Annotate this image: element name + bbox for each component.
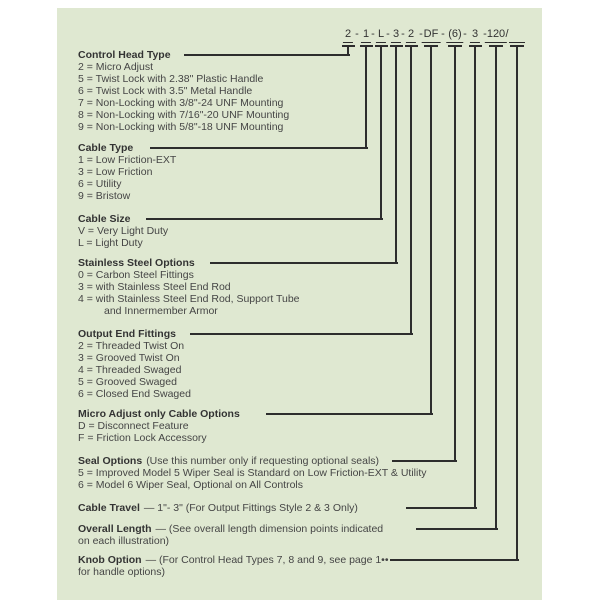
option-item: 6 = Model 6 Wiper Seal, Optional on All Controls [78,479,303,491]
section-cable-size [78,213,168,249]
section-heading-note: — (See overall length dimension points indicated [155,523,384,535]
part-number-segment: 120 [485,28,507,43]
option-item: 9 = Non-Locking with 5/8"-18 UNF Mounting [78,121,284,133]
section-heading: Output End Fittings [78,328,176,340]
part-number-segment: 2 [343,28,353,43]
option-item: 6 = Twist Lock with 3.5" Metal Handle [78,85,253,97]
part-number-segment: 2 [406,28,416,43]
connector-horizontal [406,507,477,509]
option-item: D = Disconnect Feature [78,420,189,432]
connector-vertical [474,45,476,509]
option-item: 4 = with Stainless Steel End Rod, Support Tube [78,293,300,305]
part-number-separator: - [386,28,390,40]
part-number-separator: - [483,28,487,40]
section-overall-length [78,523,383,547]
option-item: 3 = Low Friction [78,166,153,178]
section-note-continuation: on each illustration) [78,535,170,547]
section-seal-options [78,455,427,491]
connector-vertical [395,45,397,264]
option-item: 5 = Grooved Swaged [78,376,177,388]
section-control-head-type [78,49,289,133]
part-number-segment: DF [422,28,441,43]
section-heading: Stainless Steel Options [78,257,195,269]
part-number-separator: - [355,28,359,40]
part-number-separator: - [419,28,423,40]
option-item: 3 = Grooved Twist On [78,352,180,364]
part-number-terminator: / [505,28,509,40]
section-stainless-steel-options [78,257,300,317]
option-item: V = Very Light Duty [78,225,169,237]
part-number-separator: - [371,28,375,40]
part-number-separator: - [441,28,445,40]
option-item: L = Light Duty [78,237,143,249]
section-heading-note: — 1"- 3" (For Output Fittings Style 2 & 3 Only) [143,502,358,514]
option-item: 4 = Threaded Swaged [78,364,182,376]
option-item: 6 = Closed End Swaged [78,388,191,400]
section-heading: Micro Adjust only Cable Options [78,408,240,420]
option-item: 2 = Micro Adjust [78,61,153,73]
section-heading-note: (Use this number only if requesting optional seals) [146,455,380,467]
part-number-segment: L [376,28,386,43]
section-knob-option [78,554,389,578]
connector-horizontal [146,218,383,220]
option-item: 8 = Non-Locking with 7/16"-20 UNF Mounting [78,109,290,121]
option-item: 5 = Improved Model 5 Wiper Seal is Standard on Low Friction-EXT & Utility [78,467,427,479]
connector-horizontal [416,528,498,530]
section-note-continuation: for handle options) [78,566,165,578]
part-number-separator: - [401,28,405,40]
connector-vertical [516,45,518,561]
section-heading: Knob Option [78,554,142,566]
section-cable-type [78,142,176,202]
option-item: 7 = Non-Locking with 3/8"-24 UNF Mounting [78,97,284,109]
option-item: 6 = Utility [78,178,122,190]
option-item: 1 = Low Friction-EXT [78,154,177,166]
section-heading-note: — (For Control Head Types 7, 8 and 9, see page 1•• [145,554,389,566]
part-number-segment: 3 [470,28,480,43]
connector-horizontal [390,559,519,561]
option-item: 0 = Carbon Steel Fittings [78,269,194,281]
part-number-segment: 1 [361,28,371,43]
section-heading: Cable Travel [78,502,140,514]
section-heading: Cable Type [78,142,134,154]
part-number-separator: - [463,28,467,40]
part-number-segment: 3 [391,28,401,43]
section-heading: Control Head Type [78,49,171,61]
option-item-continuation: and Innermember Armor [104,305,218,317]
part-number-blank-segment [509,28,525,43]
connector-vertical [454,45,456,462]
option-item: 3 = with Stainless Steel End Rod [78,281,231,293]
section-heading: Seal Options [78,455,143,467]
section-heading: Cable Size [78,213,131,225]
option-item: 9 = Bristow [78,190,131,202]
connector-horizontal [266,413,433,415]
connector-horizontal [190,333,413,335]
section-cable-travel [78,502,358,514]
connector-vertical [380,45,382,220]
option-item: 2 = Threaded Twist On [78,340,185,352]
option-item: 5 = Twist Lock with 2.38" Plastic Handle [78,73,264,85]
connector-vertical [365,45,367,149]
section-output-end-fittings [78,328,191,400]
option-item: F = Friction Lock Accessory [78,432,207,444]
connector-vertical [495,45,497,530]
connector-vertical [430,45,432,415]
connector-vertical [410,45,412,335]
connector-horizontal [150,147,368,149]
section-micro-adjust-cable-options [78,408,240,444]
part-number-segment: (6) [446,28,463,43]
section-heading: Overall Length [78,523,152,535]
